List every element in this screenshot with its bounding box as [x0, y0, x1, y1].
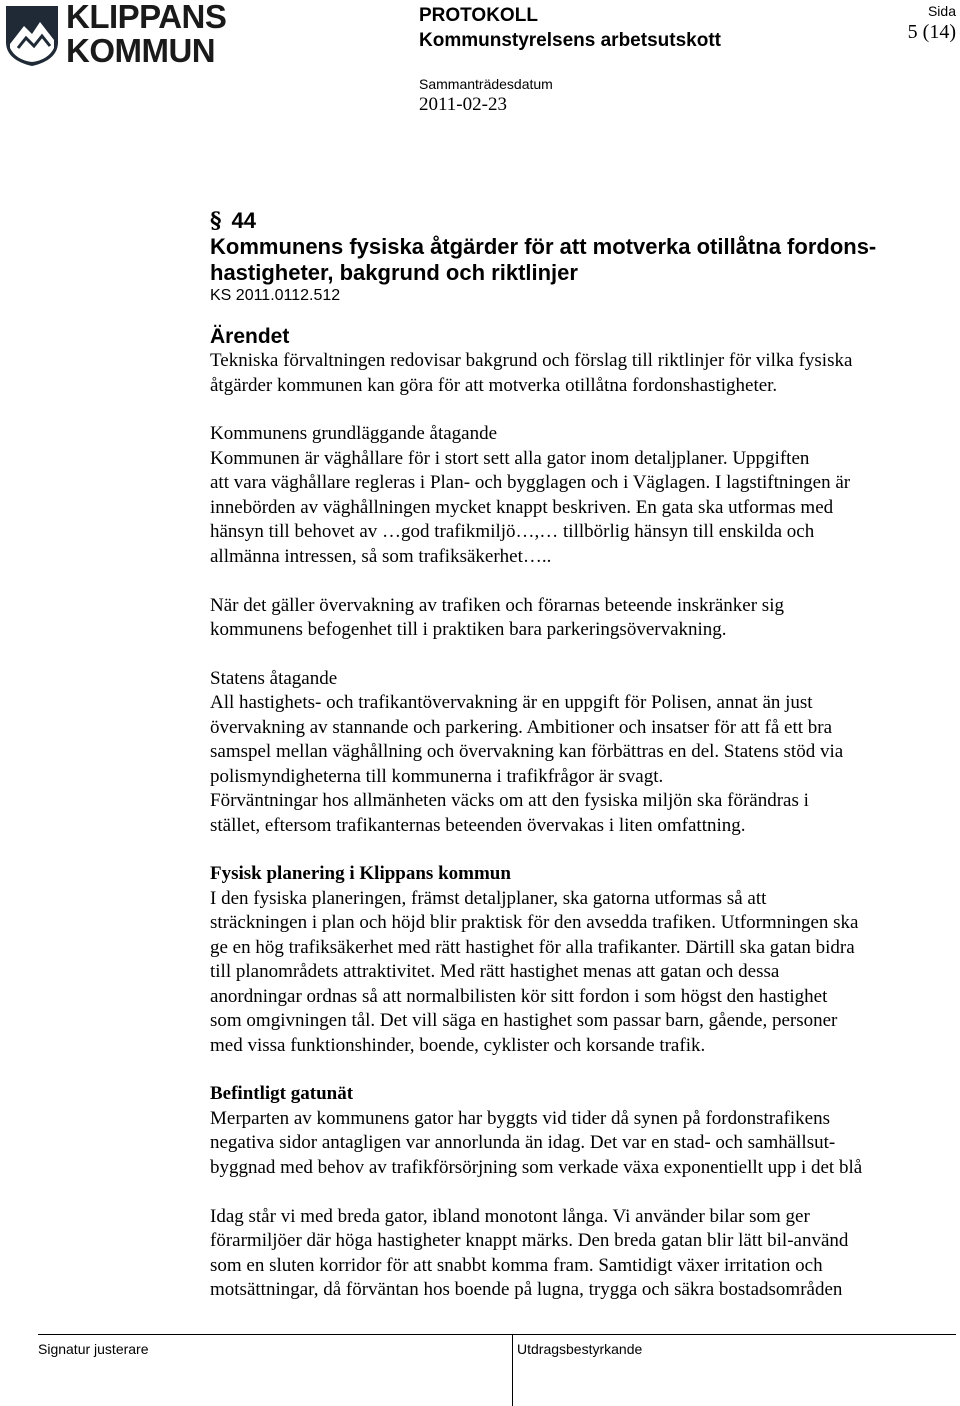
extract-certification-label: Utdragsbestyrkande — [517, 1341, 643, 1357]
case-title-line-2: hastigheter, bakgrund och riktlinjer — [210, 260, 578, 285]
text-line: Kommunen är väghållare för i stort sett alla gator inom detaljplaner. Uppgiften — [210, 447, 810, 469]
logo-line-2: KOMMUN — [66, 32, 216, 69]
section-text-statens-atagande — [210, 691, 950, 838]
paragraph-number-line — [210, 208, 950, 234]
text-line: övervakning av stannande och parkering. Ambitioner och insatser för att få ett bra — [210, 716, 833, 738]
text-line: åtgärder kommunen kan göra för att motverka otillåtna fordonshastigheter. — [210, 374, 778, 396]
case-id: KS 2011.0112.512 — [210, 287, 341, 304]
text-line: samspel mellan väghållning och övervakning kan förbättras en del. Statens stöd via — [210, 741, 844, 762]
section-title-befintligt-gatunat: Befintligt gatunät — [210, 1083, 354, 1104]
text-line: att vara väghållare regleras i Plan- och bygglagen och i Väglagen. I lagstiftningen är — [210, 472, 851, 493]
section-title-fysisk-planering: Fysisk planering i Klippans kommun — [210, 863, 511, 884]
section-sign: § — [210, 208, 222, 234]
document-type: PROTOKOLL — [419, 5, 538, 26]
municipality-emblem-icon — [4, 4, 60, 68]
case-title — [210, 234, 950, 286]
text-line: polismyndigheterna till kommunerna i trafikfrågor är svagt. — [210, 765, 664, 787]
section-title-kommunens-atagande: Kommunens grundläggande åtagande — [210, 423, 498, 444]
text-line: Idag står vi med breda gator, ibland monotont långa. Vi använder bilar som ger — [210, 1205, 810, 1227]
page-label: Sida — [927, 3, 956, 19]
paragraph-gap — [210, 1180, 950, 1205]
text-line: När det gäller övervakning av trafiken och förarnas beteende inskränker sig — [210, 594, 784, 616]
text-line: som en sluten korridor för att snabbt komma fram. Samtidigt växer irritation och — [210, 1254, 823, 1276]
case-title-line-1: Kommunens fysiska åtgärder för att motverka otillåtna fordons- — [210, 234, 877, 259]
text-line: Merparten av kommunens gator har byggts vid tider då synen på fordonstrafikens — [210, 1107, 830, 1129]
text-line: som omgivningen tål. Det vill säga en hastighet som passar barn, gående, personer — [210, 1010, 838, 1031]
section-text-kommunens-atagande — [210, 447, 950, 643]
text-line: förarmiljöer där höga hastigheter knappt märks. Den breda gatan blir lätt bil-använd — [210, 1230, 849, 1251]
section-text-fysisk-planering — [210, 887, 950, 1059]
text-line: ge en hög trafiksäkerhet med rätt hastighet för alla trafikanter. Därtill ska gatan bidra — [210, 936, 855, 958]
committee-name: Kommunstyrelsens arbetsutskott — [419, 30, 721, 51]
logo-wordmark — [66, 0, 226, 68]
section-title-statens-atagande: Statens åtagande — [210, 667, 338, 689]
paragraph-number: 44 — [231, 208, 256, 233]
text-line: allmänna intressen, så som trafiksäkerhet….. — [210, 545, 552, 567]
text-line: Tekniska förvaltningen redovisar bakgrund och förslag till riktlinjer för vilka fysiska — [210, 350, 853, 371]
section-title-arendet: Ärendet — [210, 325, 290, 348]
meeting-date: 2011-02-23 — [419, 94, 507, 115]
text-line: anordningar ordnas så att normalbilisten kör sitt fordon i som högst den hastighet — [210, 985, 828, 1007]
text-line: till planområdets attraktivitet. Med rätt hastighet menas att gatan och dessa — [210, 961, 780, 982]
footer-divider-line — [38, 1334, 956, 1335]
text-line: kommunens befogenhet till i praktiken bara parkeringsövervakning. — [210, 619, 727, 640]
klippans-kommun-logo — [4, 0, 227, 70]
text-line: byggnad med behov av trafikförsörjning som verkade växa exponentiellt upp i det blå — [210, 1156, 863, 1178]
document-body — [210, 208, 950, 1303]
signature-adjuster-label: Signatur justerare — [38, 1341, 149, 1357]
text-line: motsättningar, då förväntan hos boende på lugna, trygga och säkra bostadsområden — [210, 1279, 843, 1300]
text-line: innebörden av väghållningen mycket knappt beskriven. En gata ska utformas med — [210, 496, 834, 518]
text-line: Förväntningar hos allmänheten väcks om att den fysiska miljön ska förändras i — [210, 790, 809, 811]
text-line: med vissa funktionshinder, boende, cyklister och korsande trafik. — [210, 1034, 706, 1056]
text-line: stället, eftersom trafikanternas beteenden övervakas i liten omfattning. — [210, 814, 746, 836]
section-text-arendet — [210, 349, 950, 398]
paragraph-gap — [210, 569, 950, 594]
text-line: All hastighets- och trafikantövervakning är en uppgift för Polisen, annat än just — [210, 692, 813, 713]
text-line: negativa sidor antagligen var annorlunda än idag. Det var en stad- och samhällsut- — [210, 1132, 836, 1153]
text-line: sträckningen i plan och höjd blir praktisk för den avsedda trafiken. Utformningen ska — [210, 912, 859, 933]
section-text-befintligt-gatunat — [210, 1107, 950, 1303]
footer-column-divider — [512, 1334, 513, 1406]
page-number: 5 (14) — [907, 21, 956, 43]
meeting-date-label: Sammanträdesdatum — [419, 76, 553, 92]
text-line: hänsyn till behovet av …god trafikmiljö…,… tillbörlig hänsyn till enskilda och — [210, 521, 815, 542]
logo-line-1: KLIPPANS — [66, 0, 227, 35]
text-line: I den fysiska planeringen, främst detaljplaner, ska gatorna utformas så att — [210, 887, 767, 909]
